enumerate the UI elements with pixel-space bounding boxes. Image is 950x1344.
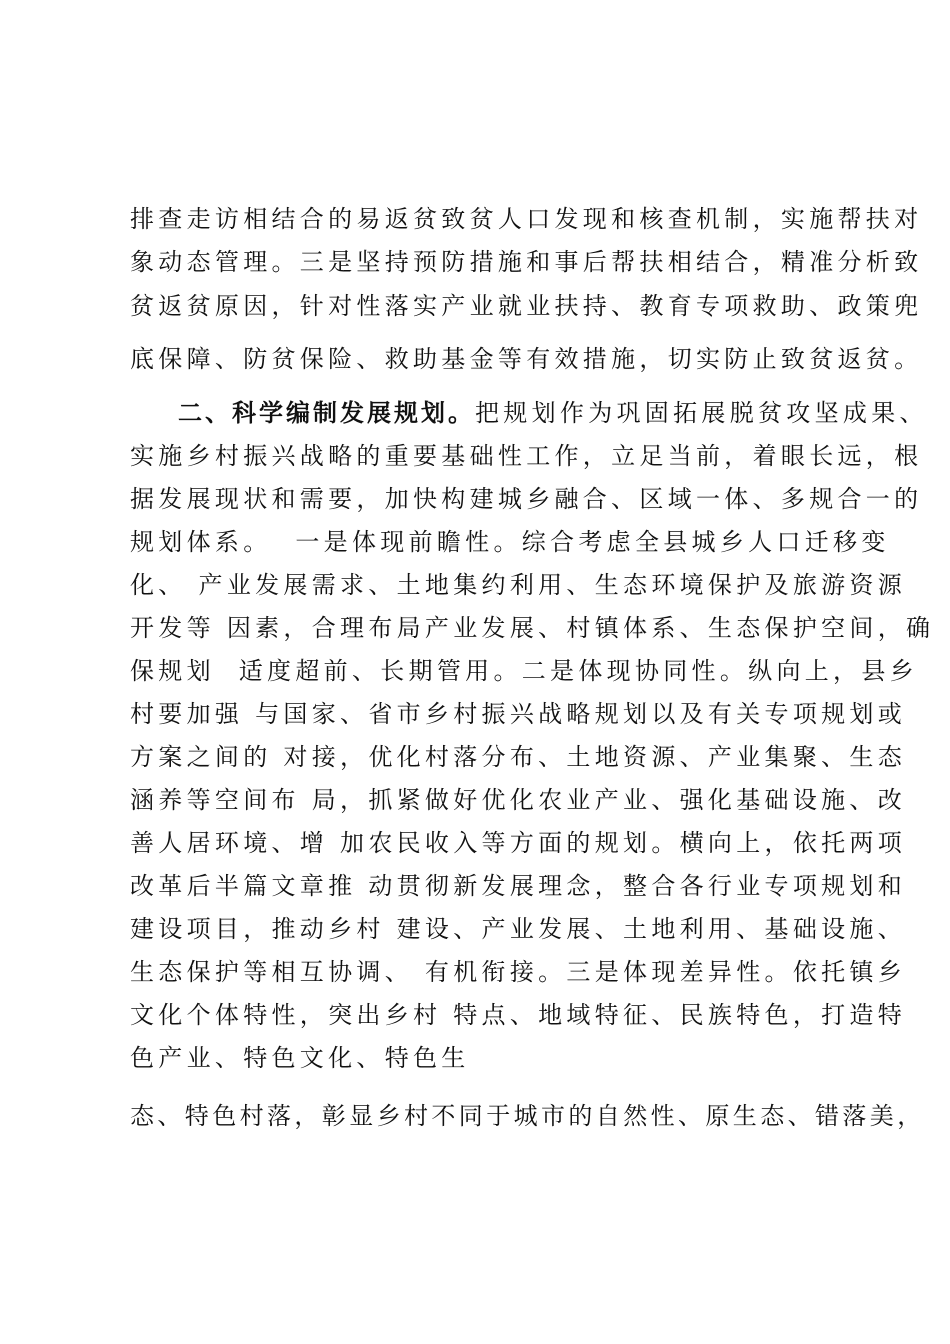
section2-line: 方案之间的 对接，优化村落分布、土地资源、产业集聚、生态 xyxy=(130,743,907,771)
section2-line: 生态保护等相互协调、 有机衔接。三是体现差异性。依托镇乡 xyxy=(130,958,907,986)
section2-line: 文化个体特性，突出乡村 特点、地域特征、民族特色，打造特 xyxy=(130,1001,907,1029)
section2-line: 色产业、特色文化、特色生 xyxy=(130,1044,470,1072)
section2-line: 改革后半篇文章推 动贯彻新发展理念，整合各行业专项规划和 xyxy=(130,872,907,900)
paragraph1-line: 排查走访相结合的易返贫致贫人口发现和核查机制，实施帮扶对 xyxy=(130,205,923,233)
section2-line: 涵养等空间布 局，抓紧做好优化农业产业、强化基础设施、改 xyxy=(130,786,907,814)
section2-line: 保规划 适度超前、长期管用。二是体现协同性。纵向上，县乡 xyxy=(130,657,918,685)
paragraph1-line: 贫返贫原因，针对性落实产业就业扶持、教育专项救助、政策兜 xyxy=(130,292,923,320)
paragraph1-line: 象动态管理。三是坚持预防措施和事后帮扶相结合，精准分析致 xyxy=(130,248,923,276)
section2-continuation-line: 态、特色村落，彰显乡村不同于城市的自然性、原生态、错落美， xyxy=(130,1102,925,1130)
section2-line: 善人居环境、增 加农民收入等方面的规划。横向上，依托两项 xyxy=(130,829,907,857)
section2-line: 村要加强 与国家、省市乡村振兴战略规划以及有关专项规划或 xyxy=(130,700,907,728)
section-first-line-text: 把规划作为巩固拓展脱贫攻坚成果、 xyxy=(475,399,928,427)
section2-line: 据发展现状和需要，加快构建城乡融合、区域一体、多规合一的 xyxy=(130,485,923,513)
section2-first-line xyxy=(178,398,928,428)
paragraph1-line: 底保障、防贫保险、救助基金等有效措施，切实防止致贫返贫。 xyxy=(130,345,923,373)
section2-line: 实施乡村振兴战略的重要基础性工作，立足当前，着眼长远，根 xyxy=(130,442,923,470)
section2-line: 开发等 因素，合理布局产业发展、村镇体系、生态保护空间，确 xyxy=(130,614,935,642)
section-heading: 二、科学编制发展规划。 xyxy=(178,399,475,427)
section2-line: 建设项目，推动乡村 建设、产业发展、土地利用、基础设施、 xyxy=(130,915,907,943)
section2-line: 化、 产业发展需求、土地集约利用、生态环境保护及旅游资源 xyxy=(130,571,907,599)
section2-line: 规划体系。 一是体现前瞻性。综合考虑全县城乡人口迁移变 xyxy=(130,528,890,556)
